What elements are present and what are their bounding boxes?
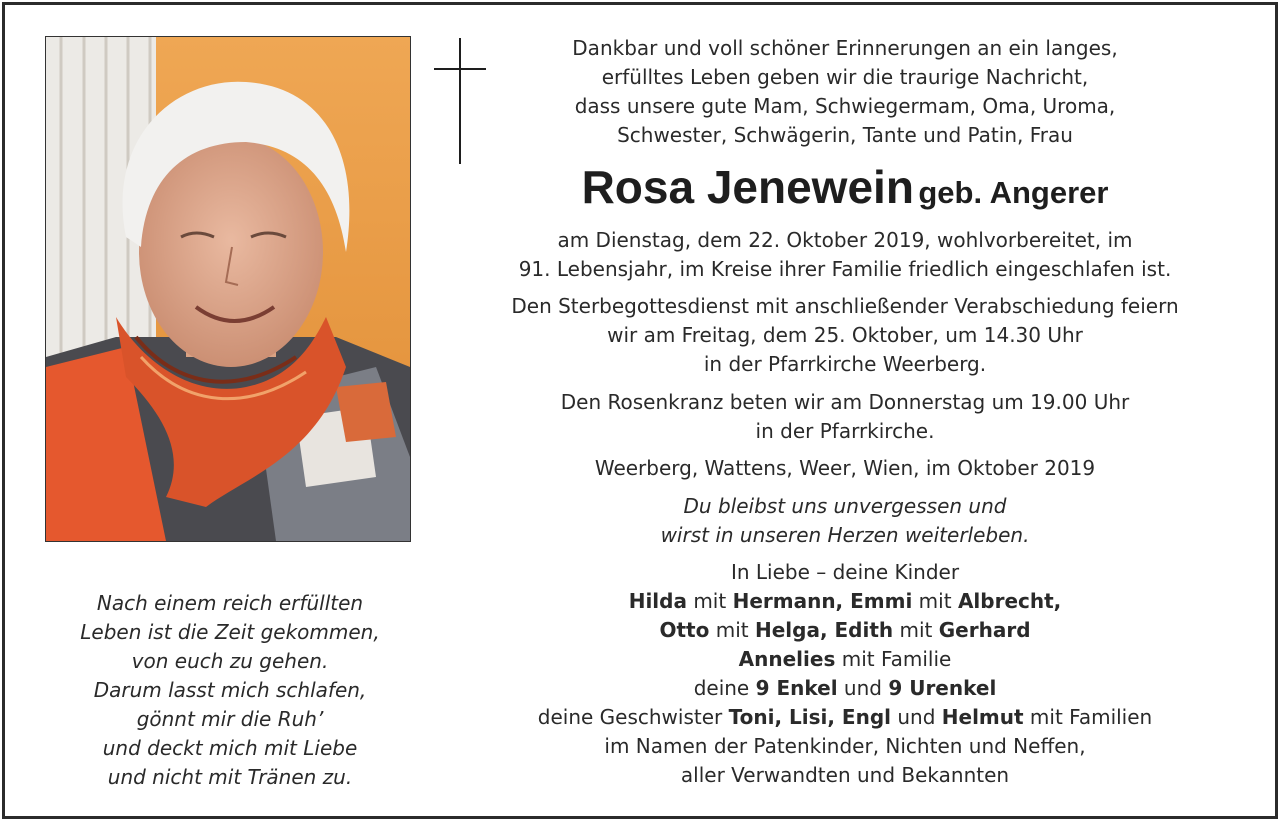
child-name: Gerhard: [938, 618, 1031, 642]
intro-line: erfülltes Leben geben wir die traurige Nachricht,: [601, 65, 1089, 89]
family-line: [430, 645, 1260, 674]
poem-line: gönnt mir die Ruh’: [136, 707, 324, 731]
rosary-info: [430, 388, 1260, 446]
funeral-line: in der Pfarrkirche Weerberg.: [703, 352, 987, 376]
connector-text: mit: [912, 589, 958, 613]
family-line: In Liebe – deine Kinder: [730, 560, 960, 584]
funeral-info: [430, 292, 1260, 379]
connector-text: deine Geschwister: [537, 705, 729, 729]
family-line: [430, 703, 1260, 732]
family-line: [430, 587, 1260, 616]
poem: [40, 589, 420, 792]
intro-line: Schwester, Schwägerin, Tante und Patin, Frau: [617, 123, 1073, 147]
birth-name: geb. Angerer: [918, 175, 1109, 210]
sibling-names: Toni, Lisi, Engl: [728, 705, 891, 729]
connector-text: mit: [709, 618, 755, 642]
connector-text: und: [891, 705, 942, 729]
motto: [430, 492, 1260, 550]
rosary-line: in der Pfarrkirche.: [755, 419, 935, 443]
poem-line: von euch zu gehen.: [131, 649, 329, 673]
motto-line: wirst in unseren Herzen weiterleben.: [660, 523, 1030, 547]
sibling-name: Helmut: [941, 705, 1024, 729]
portrait-illustration: [46, 37, 410, 541]
deceased-name: [430, 160, 1260, 214]
family-line: [430, 616, 1260, 645]
intro-text: [430, 34, 1260, 150]
child-name: Otto: [659, 618, 710, 642]
death-line: 91. Lebensjahr, im Kreise ihrer Familie friedlich eingeschlafen ist.: [518, 257, 1172, 281]
funeral-line: Den Sterbegottesdienst mit anschließender Verabschiedung feiern: [511, 294, 1179, 318]
child-name: Hermann, Emmi: [732, 589, 913, 613]
child-name: Albrecht,: [957, 589, 1062, 613]
child-name: Hilda: [628, 589, 687, 613]
poem-line: Leben ist die Zeit gekommen,: [80, 620, 380, 644]
motto-line: Du bleibst uns unvergessen und: [683, 494, 1007, 518]
death-notice: [430, 226, 1260, 284]
poem-line: und nicht mit Tränen zu.: [107, 765, 353, 789]
family-line: [430, 674, 1260, 703]
connector-text: mit Familie: [835, 647, 952, 671]
full-name: Rosa Jenewein: [581, 161, 914, 213]
great-grandchildren-count: 9 Urenkel: [888, 676, 997, 700]
poem-line: und deckt mich mit Liebe: [102, 736, 358, 760]
family-line: aller Verwandten und Bekannten: [680, 763, 1010, 787]
death-line: am Dienstag, dem 22. Oktober 2019, wohlvorbereitet, im: [557, 228, 1133, 252]
connector-text: mit Familien: [1023, 705, 1153, 729]
poem-line: Nach einem reich erfüllten: [96, 591, 364, 615]
connector-text: und: [837, 676, 889, 700]
poem-line: Darum lasst mich schlafen,: [93, 678, 367, 702]
funeral-line: wir am Freitag, dem 25. Oktober, um 14.30 Uhr: [607, 323, 1083, 347]
intro-line: dass unsere gute Mam, Schwiegermam, Oma, Uroma,: [574, 94, 1116, 118]
connector-text: deine: [693, 676, 756, 700]
connector-text: mit: [893, 618, 939, 642]
grandchildren-count: 9 Enkel: [755, 676, 838, 700]
child-name: Helga, Edith: [754, 618, 894, 642]
place-date-line: Weerberg, Wattens, Weer, Wien, im Oktober 2019: [594, 456, 1096, 480]
intro-line: Dankbar und voll schöner Erinnerungen an ein langes,: [572, 36, 1118, 60]
child-name: Annelies: [738, 647, 836, 671]
connector-text: mit: [686, 589, 733, 613]
family-signatures: [430, 558, 1260, 790]
family-line: im Namen der Patenkinder, Nichten und Neffen,: [604, 734, 1086, 758]
portrait-photo: [45, 36, 411, 542]
rosary-line: Den Rosenkranz beten wir am Donnerstag um 19.00 Uhr: [560, 390, 1130, 414]
place-date: [430, 454, 1260, 483]
